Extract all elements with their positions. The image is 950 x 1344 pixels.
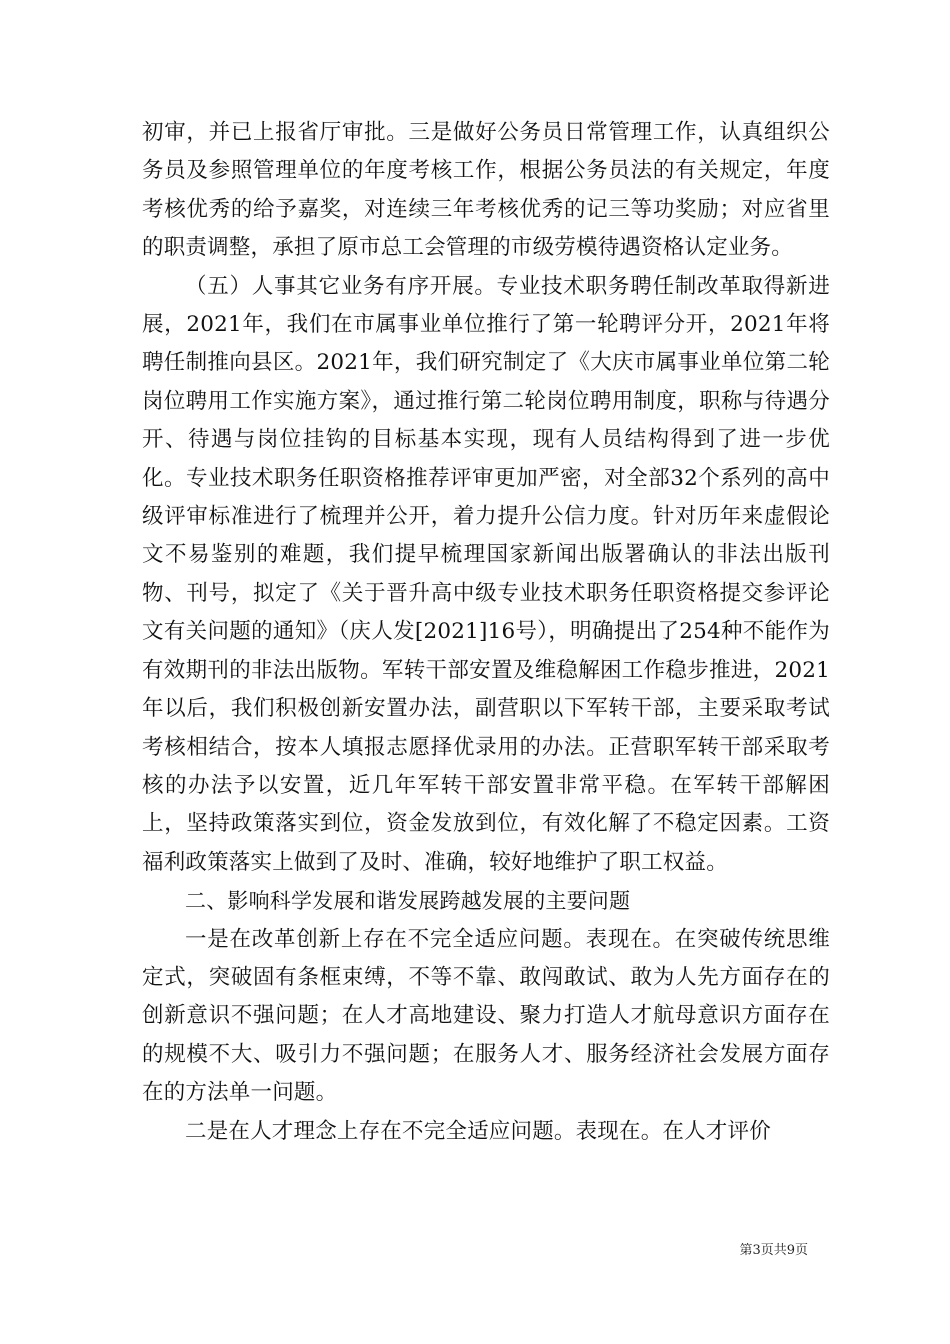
paragraph-2: （五）人事其它业务有序开展。专业技术职务聘任制改革取得新进展，2021年，我们在市属事业单位推行了第一轮聘评分开，2021年将聘任制推向县区。2021年，我们研究制定了《大庆市属事业单位第二轮岗位聘用工作实施方案》，通过推行第二轮岗位聘用制度，职称与待遇分开、待遇与岗位挂钩的目标基本实现，现有人员结构得到了进一步优化。专业技术职务任职资格推荐评审更加严密，对全部32个系列的高中级评审标准进行了梳理并公开，着力提升公信力度。针对历年来虚假论文不易鉴别的难题，我们提早梳理国家新闻出版署确认的非法出版刊物、刊号，拟定了《关于晋升高中级专业技术职务任职资格提交参评论文有关问题的通知》（庆人发[2021]16号），明确提出了254种不能作为有效期刊的非法出版物。军转干部安置及维稳解困工作稳步推进，2021年以后，我们积极创新安置办法，副营职以下军转干部，主要采取考试考核相结合，按本人填报志愿择优录用的办法。正营职军转干部采取考核的办法予以安置，近几年军转干部安置非常平稳。在军转干部解困上，坚持政策落实到位，资金发放到位，有效化解了不稳定因素。工资福利政策落实上做到了及时、准确，较好地维护了职工权益。 xyxy=(142,273,830,875)
section-heading: 二、影响科学发展和谐发展跨越发展的主要问题 xyxy=(185,889,631,914)
paragraph-1: 初审，并已上报省厅审批。三是做好公务员日常管理工作，认真组织公务员及参照管理单位的年度考核工作，根据公务员法的有关规定，年度考核优秀的给予嘉奖，对连续三年考核优秀的记三等功奖励；对应省里的职责调整，承担了原市总工会管理的市级劳模待遇资格认定业务。 xyxy=(142,120,830,261)
paragraph-3: 一是在改革创新上存在不完全适应问题。表现在。在突破传统思维定式，突破固有条框束缚，不等不靠、敢闯敢试、敢为人先方面存在的创新意识不强问题；在人才高地建设、聚力打造人才航母意识方面存在的规模不大、吸引力不强问题；在服务人才、服务经济社会发展方面存在的方法单一问题。 xyxy=(142,926,830,1106)
paragraph-4: 二是在人才理念上存在不完全适应问题。表现在。在人才评价 xyxy=(185,1118,771,1144)
document-page xyxy=(142,114,830,1151)
page-footer: 第3页共9页 xyxy=(739,1243,808,1258)
